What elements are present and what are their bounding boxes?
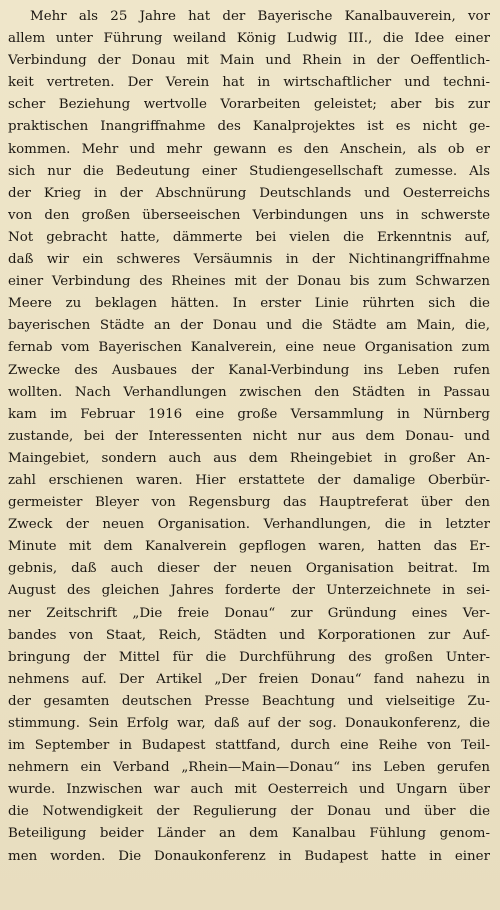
text-line: Maingebiet, sondern auch aus dem Rheingebiet in großer An- [8, 450, 490, 466]
text-line: August des gleichen Jahres forderte der Unterzeichnete in sei- [8, 583, 490, 599]
text-line: zahl erschienen waren. Hier erstattete der damalige Oberbür- [8, 472, 490, 488]
text-line: Minute mit dem Kanalverein gepflogen waren, hatten das Er- [8, 539, 490, 555]
text-line: Meere zu beklagen hätten. In erster Linie rührten sich die [8, 296, 490, 312]
text-line: kam im Februar 1916 eine große Versammlung in Nürnberg [8, 406, 490, 422]
text-line: bayerischen Städte an der Donau und die Städte am Main, die, [8, 318, 490, 334]
text-line: bringung der Mittel für die Durchführung des großen Unter- [8, 649, 490, 665]
text-line: der gesamten deutschen Presse Beachtung und vielseitige Zu- [8, 693, 490, 709]
text-line [8, 868, 490, 890]
text-line: nehmern ein Verband „Rhein—Main—Donau“ ins Leben gerufen [8, 760, 490, 776]
text-line: im September in Budapest stattfand, durch eine Reihe von Teil- [8, 738, 490, 754]
text-line: allem unter Führung weiland König Ludwig III., die Idee einer [8, 31, 490, 47]
text-line: Not gebracht hatte, dämmerte bei vielen die Erkenntnis auf, [8, 229, 490, 245]
text-line: die Notwendigkeit der Regulierung der Donau und über die [8, 804, 490, 820]
text-line: keit vertreten. Der Verein hat in wirtschaftlicher und techni- [8, 75, 490, 91]
text-line: praktischen Inangriffnahme des Kanalprojektes ist es nicht ge- [8, 119, 490, 135]
text-line: nehmens auf. Der Artikel „Der freien Donau“ fand nahezu in [8, 671, 490, 687]
text-line: ner Zeitschrift „Die freie Donau“ zur Gründung eines Ver- [8, 605, 490, 621]
text-line: Mehr als 25 Jahre hat der Bayerische Kanalbauverein, vor [30, 9, 490, 24]
text-line: zustande, bei der Interessenten nicht nur aus dem Donau- und [8, 428, 490, 444]
text-line: men worden. Die Donaukonferenz in Budapest hatte in einer [8, 848, 490, 864]
text-line: bandes von Staat, Reich, Städten und Korporationen zur Auf- [8, 627, 490, 643]
text-line: germeister Bleyer von Regensburg das Hauptreferat über den [8, 495, 490, 511]
body-text [8, 6, 490, 890]
text-line: stimmung. Sein Erfolg war, daß auf der sog. Donaukonferenz, die [8, 716, 490, 731]
text-line: Zweck der neuen Organisation. Verhandlungen, die in letzter [8, 517, 490, 533]
text-line: der Krieg in der Abschnürung Deutschlands und Oesterreichs [8, 185, 490, 201]
text-line: wurde. Inzwischen war auch mit Oesterreich und Ungarn über [8, 782, 490, 798]
text-line: von den großen überseeischen Verbindungen uns in schwerste [8, 207, 490, 223]
text-line: wollten. Nach Verhandlungen zwischen den Städten in Passau [8, 384, 490, 400]
text-line: daß wir ein schweres Versäumnis in der Nichtinangriffnahme [8, 252, 490, 268]
text-line: Beteiligung beider Länder an dem Kanalbau Fühlung genom- [8, 826, 490, 842]
text-line: Zwecke des Ausbaues der Kanal-Verbindung ins Leben rufen [8, 362, 490, 378]
text-line: scher Beziehung wertvolle Vorarbeiten geleistet; aber bis zur [8, 97, 490, 113]
text-line: gebnis, daß auch dieser der neuen Organisation beitrat. Im [8, 561, 490, 577]
text-line: kommen. Mehr und mehr gewann es den Anschein, als ob er [8, 141, 490, 157]
text-line: einer Verbindung des Rheines mit der Donau bis zum Schwarzen [8, 274, 490, 290]
text-line: sich nur die Bedeutung einer Studiengesellschaft zumesse. Als [8, 163, 490, 179]
text-line: Verbindung der Donau mit Main und Rhein in der Oeffentlich- [8, 53, 490, 69]
text-line: fernab vom Bayerischen Kanalverein, eine neue Organisation zum [8, 340, 490, 356]
